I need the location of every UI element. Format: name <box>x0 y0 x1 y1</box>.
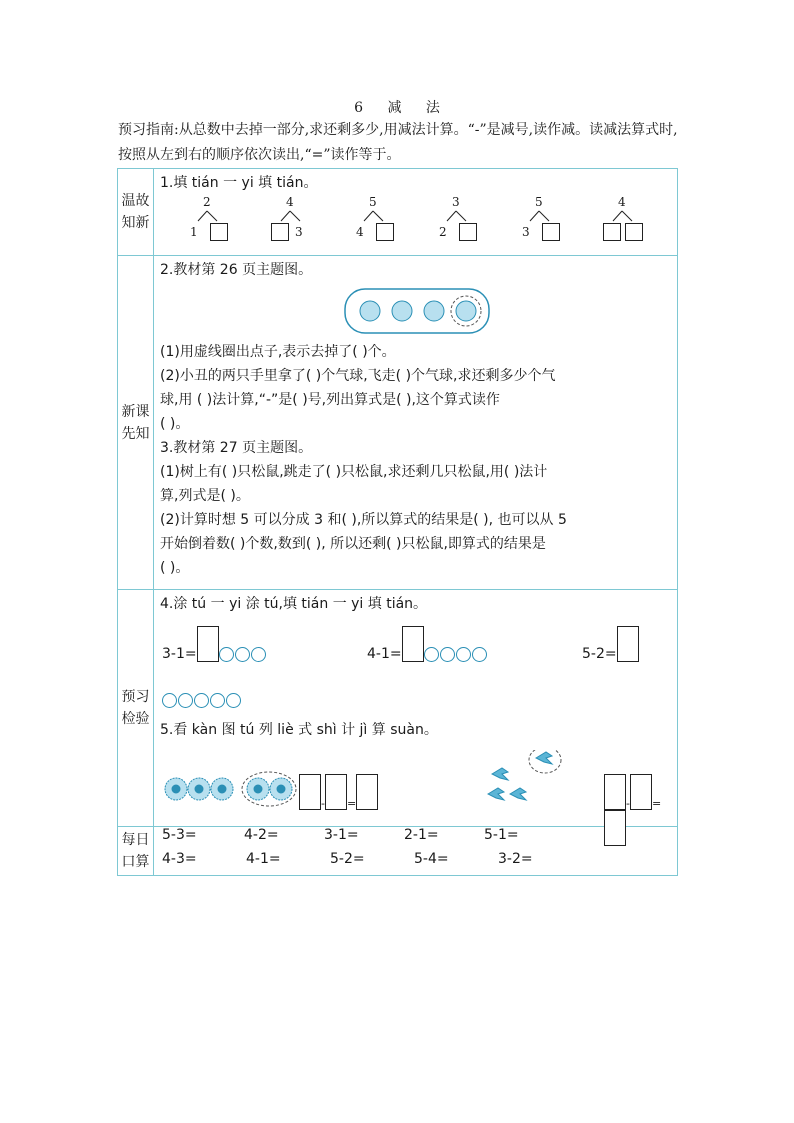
dots-figure <box>160 282 671 340</box>
calc-item: 4-1= <box>246 851 281 867</box>
coloring-eq-2: 4-1= <box>367 626 488 662</box>
number-bond <box>522 195 582 251</box>
question-4: 4.涂 tú 一 yi 涂 tú,填 tián 一 yi 填 tián。 <box>160 596 428 612</box>
question-1: 1.填 tián 一 yi 填 tián。 <box>160 175 318 191</box>
circles-row-eq3 <box>162 692 242 708</box>
bond-part: 3 <box>295 225 303 239</box>
dot <box>456 301 476 321</box>
circle <box>219 647 234 662</box>
page-title <box>0 97 794 117</box>
circle <box>226 693 241 708</box>
review-section <box>154 169 678 256</box>
bird-icon <box>492 768 508 780</box>
q2-part2a: (2)小丑的两只手里拿了( )个气球,飞走( )个气球,求还剩多少个气 <box>160 368 556 384</box>
circle <box>162 693 177 708</box>
bird-icon <box>510 788 526 800</box>
q3-part1b: 算,列式是( )。 <box>160 488 250 504</box>
coloring-eq-1: 3-1= <box>162 626 267 662</box>
bond-part: 2 <box>439 225 447 239</box>
dots-box <box>342 286 502 338</box>
flowers-picture <box>162 770 297 808</box>
answer-box[interactable] <box>376 223 394 241</box>
label-review: 温故知新 <box>118 169 154 256</box>
q3-part1a: (1)树上有( )只松鼠,跳走了( )只松鼠,求还剩几只松鼠,用( )法计 <box>160 464 548 480</box>
equation-boxes-flowers: - = <box>299 774 378 810</box>
question-5: 5.看 kàn 图 tú 列 liè 式 shì 计 jì 算 suàn。 <box>160 722 438 738</box>
answer-box[interactable] <box>542 223 560 241</box>
calc-item: 5-3= <box>162 827 197 843</box>
answer-box[interactable] <box>356 774 378 810</box>
question-3: 3.教材第 27 页主题图。 <box>160 440 313 456</box>
answer-box[interactable] <box>603 223 621 241</box>
daily-calc-section <box>154 827 678 876</box>
q3-part2a: (2)计算时想 5 可以分成 3 和( ),所以算式的结果是( ), 也可以从 5 <box>160 512 567 528</box>
calc-item: 5-1= <box>484 827 519 843</box>
circle <box>235 647 250 662</box>
answer-box[interactable] <box>271 223 289 241</box>
circle <box>424 647 439 662</box>
calc-row-2 <box>160 851 671 875</box>
birds-picture <box>484 750 564 814</box>
preview-check-section <box>154 590 678 827</box>
answer-box[interactable] <box>299 774 321 810</box>
bond-part: 4 <box>356 225 364 239</box>
bond-total: 4 <box>286 195 294 209</box>
answer-box[interactable] <box>625 223 643 241</box>
calc-row-1 <box>160 827 671 851</box>
number-bonds <box>160 195 671 251</box>
number-bond <box>439 195 499 251</box>
title-char-2: 法 <box>425 100 440 116</box>
q3-part2c: ( )。 <box>160 560 190 576</box>
answer-box[interactable] <box>604 774 626 810</box>
coloring-eq-3: 5-2= <box>582 626 639 662</box>
circle <box>251 647 266 662</box>
calc-item: 5-2= <box>330 851 365 867</box>
answer-box[interactable] <box>630 774 652 810</box>
calc-item: 4-2= <box>244 827 279 843</box>
bird-icon <box>488 788 504 800</box>
answer-box[interactable] <box>617 626 639 662</box>
circle <box>178 693 193 708</box>
answer-box[interactable] <box>210 223 228 241</box>
circle <box>472 647 487 662</box>
answer-box[interactable] <box>197 626 219 662</box>
q2-part1: (1)用虚线圈出点子,表示去掉了( )个。 <box>160 344 396 360</box>
q2-part2b: 球,用 ( )法计算,“-”是( )号,列出算式是( ),这个算式读作 <box>160 392 500 408</box>
circle <box>440 647 455 662</box>
label-daily-calc: 每日口算 <box>118 827 154 876</box>
calc-item: 3-2= <box>498 851 533 867</box>
preview-guide: 预习指南:从总数中去掉一部分,求还剩多少,用减法计算。“-”是减号,读作减。读减法算式时,按照从左到右的顺序依次读出,“=”读作等于。 <box>118 122 678 163</box>
bond-total: 3 <box>452 195 460 209</box>
calc-item: 2-1= <box>404 827 439 843</box>
answer-box[interactable] <box>459 223 477 241</box>
question-2: 2.教材第 26 页主题图。 <box>160 262 313 278</box>
circle <box>210 693 225 708</box>
q2-part2c: ( )。 <box>160 416 190 432</box>
number-bond <box>356 195 416 251</box>
calc-item: 5-4= <box>414 851 449 867</box>
q3-part2b: 开始倒着数( )个数,数到( ), 所以还剩( )只松鼠,即算式的结果是 <box>160 536 546 552</box>
dot <box>424 301 444 321</box>
calc-item: 3-1= <box>324 827 359 843</box>
calc-item: 4-3= <box>162 851 197 867</box>
circle <box>194 693 209 708</box>
bond-total: 5 <box>535 195 543 209</box>
bond-part: 1 <box>190 225 198 239</box>
bond-part: 3 <box>522 225 530 239</box>
answer-box[interactable] <box>402 626 424 662</box>
number-bond <box>605 195 665 251</box>
bird-icon <box>536 752 552 764</box>
worksheet-table <box>117 168 678 876</box>
bond-total: 4 <box>618 195 626 209</box>
label-preview-check: 预习检验 <box>118 590 154 827</box>
equation-boxes-birds: - = <box>604 774 677 846</box>
number-bond <box>190 195 250 251</box>
circle <box>456 647 471 662</box>
dot <box>360 301 380 321</box>
label-new-lesson: 新课先知 <box>118 256 154 590</box>
dot <box>392 301 412 321</box>
number-bond <box>273 195 333 251</box>
lesson-number: 6 <box>354 100 363 116</box>
answer-box[interactable] <box>325 774 347 810</box>
bond-total: 5 <box>369 195 377 209</box>
title-char-1: 减 <box>387 100 402 116</box>
bond-total: 2 <box>203 195 211 209</box>
new-lesson-section <box>154 256 678 590</box>
